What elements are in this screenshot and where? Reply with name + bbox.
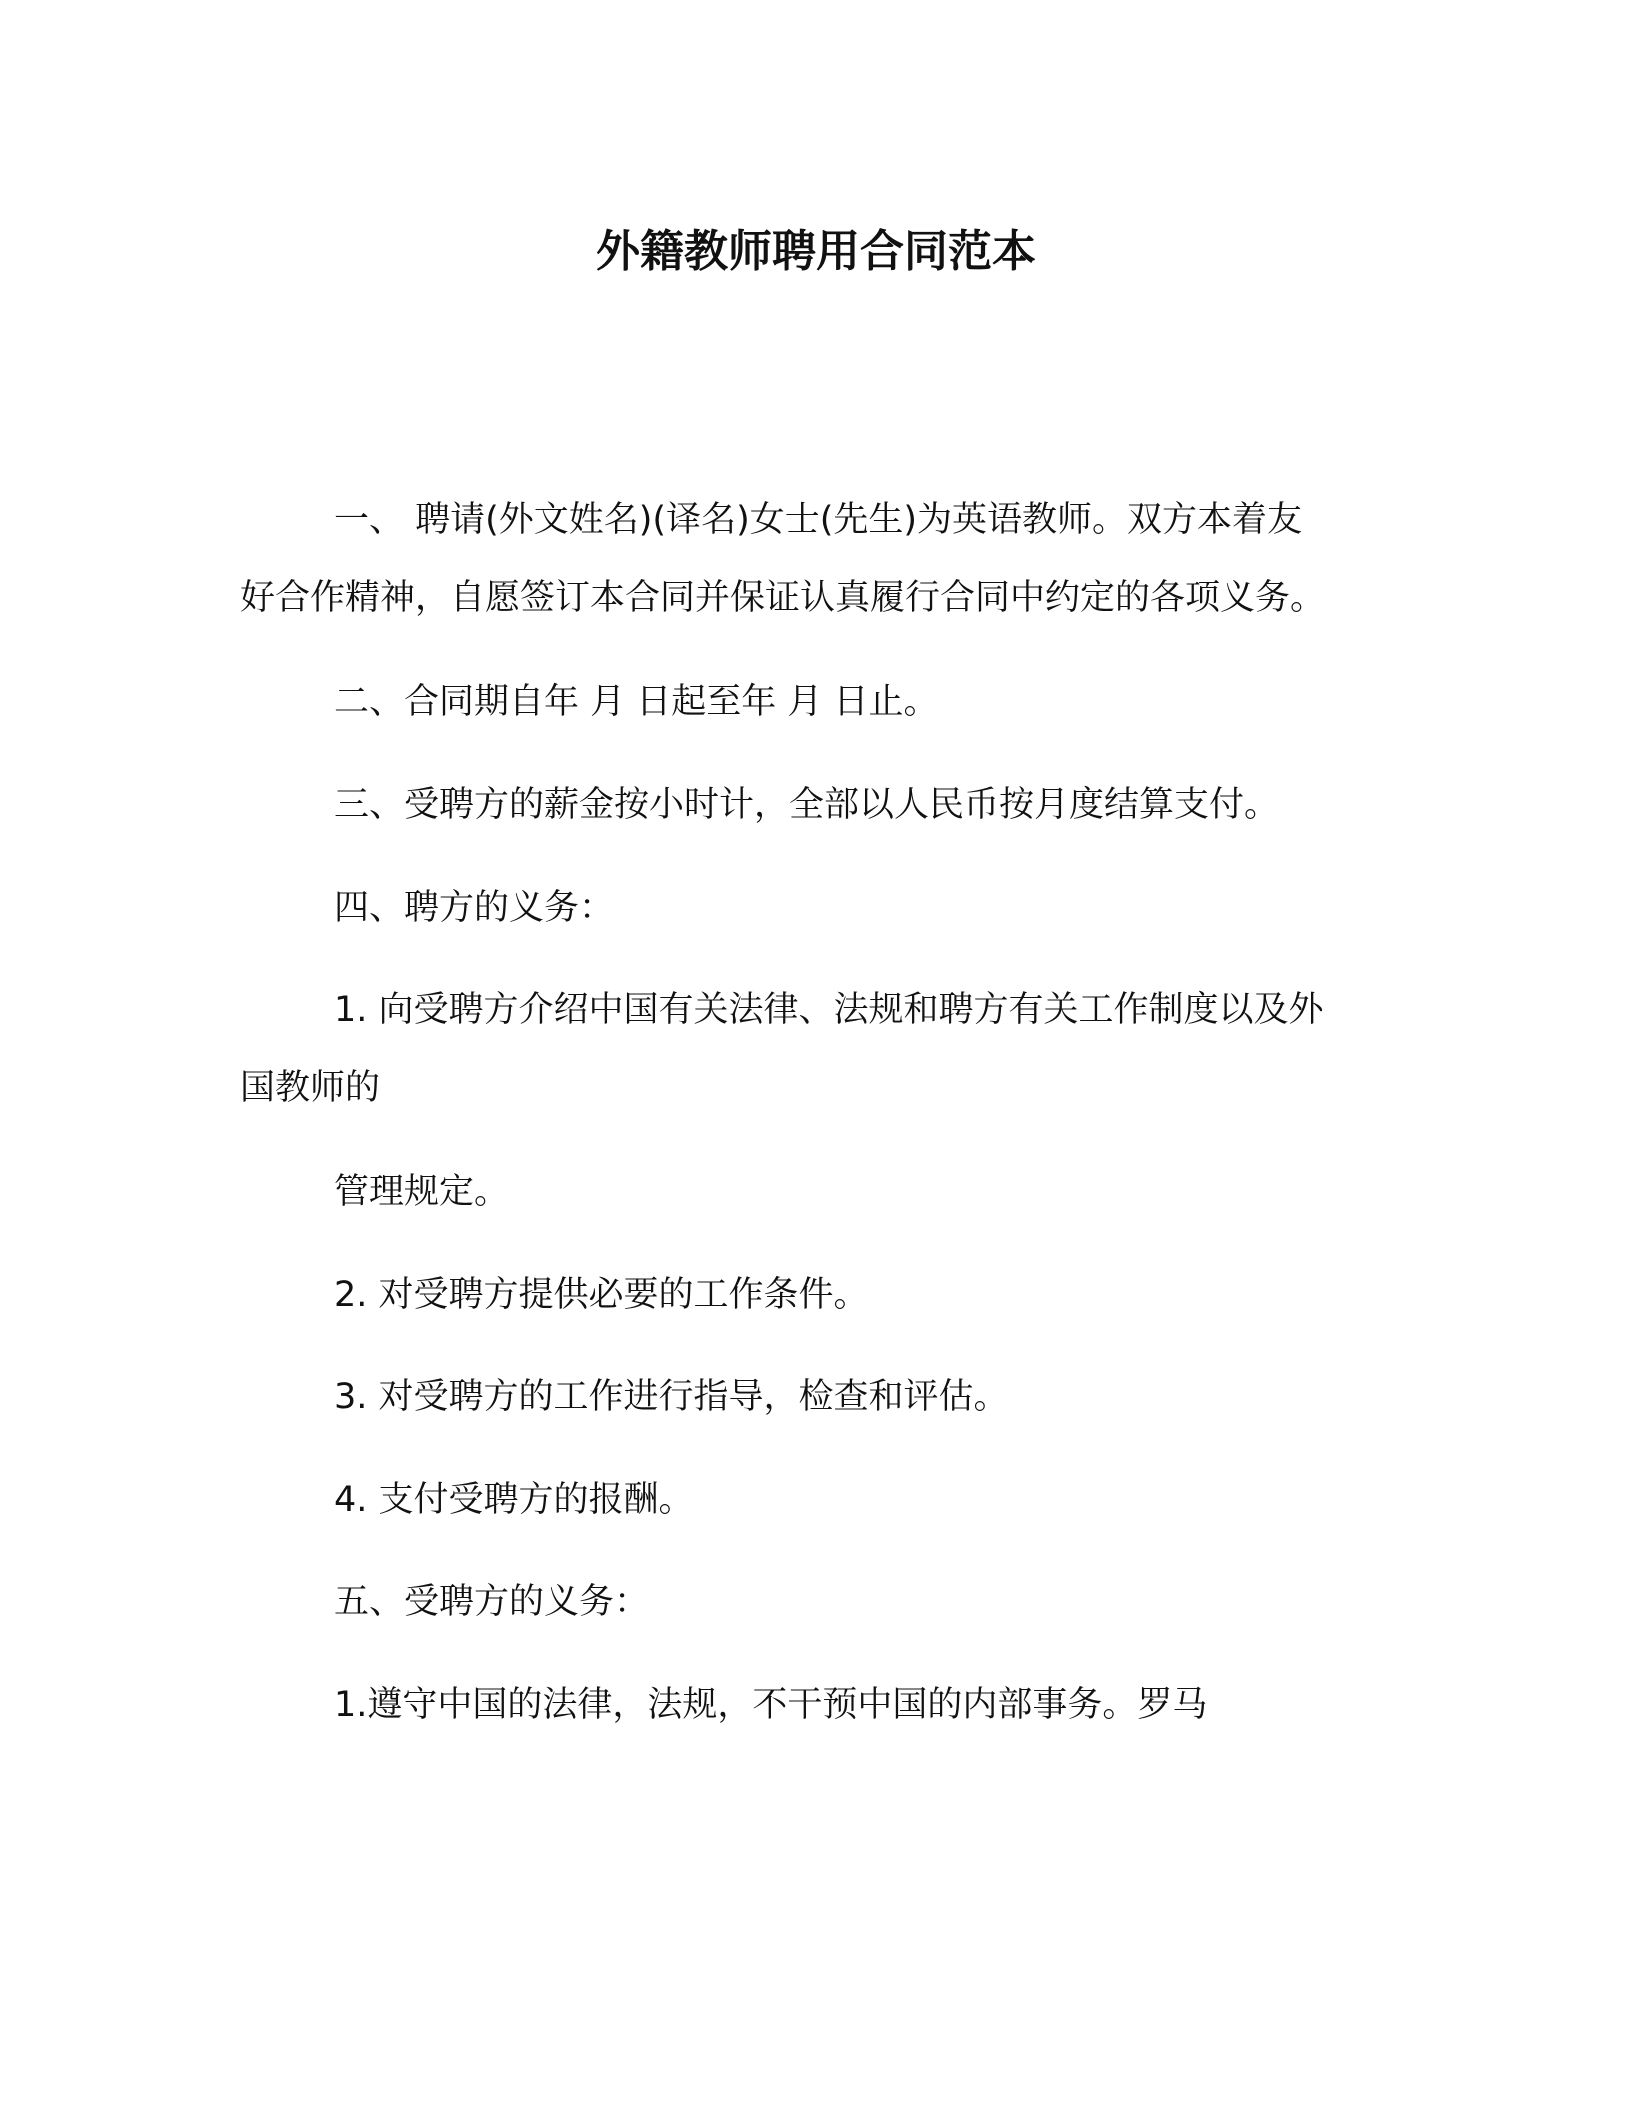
- clause-4-item-1-line-2: 国教师的: [240, 1068, 381, 1108]
- clause-4-item-3: 3. 对受聘方的工作进行指导，检查和评估。: [334, 1377, 1009, 1417]
- clause-4-item-4: 4. 支付受聘方的报酬。: [334, 1480, 694, 1520]
- clause-2: 二、合同期自年 月 日起至年 月 日止。: [334, 682, 939, 722]
- clause-4-item-1-line-3: 管理规定。: [334, 1172, 510, 1212]
- clause-5-heading: 五、受聘方的义务：: [334, 1582, 650, 1622]
- clause-4-item-2: 2. 对受聘方提供必要的工作条件。: [334, 1275, 869, 1315]
- clause-4-heading: 四、聘方的义务：: [334, 888, 615, 928]
- document-title: 外籍教师聘用合同范本: [596, 226, 1036, 277]
- clause-1-line-2: 好合作精神，自愿签订本合同并保证认真履行合同中约定的各项义务。: [240, 578, 1326, 618]
- clause-5-item-1: 1.遵守中国的法律，法规，不干预中国的内部事务。罗马: [334, 1685, 1208, 1725]
- clause-4-item-1-line-1: 1. 向受聘方介绍中国有关法律、法规和聘方有关工作制度以及外: [334, 990, 1324, 1030]
- clause-1-line-1: 一、 聘请(外文姓名)(译名)女士(先生)为英语教师。双方本着友: [334, 500, 1303, 540]
- clause-3: 三、受聘方的薪金按小时计，全部以人民币按月度结算支付。: [334, 785, 1280, 825]
